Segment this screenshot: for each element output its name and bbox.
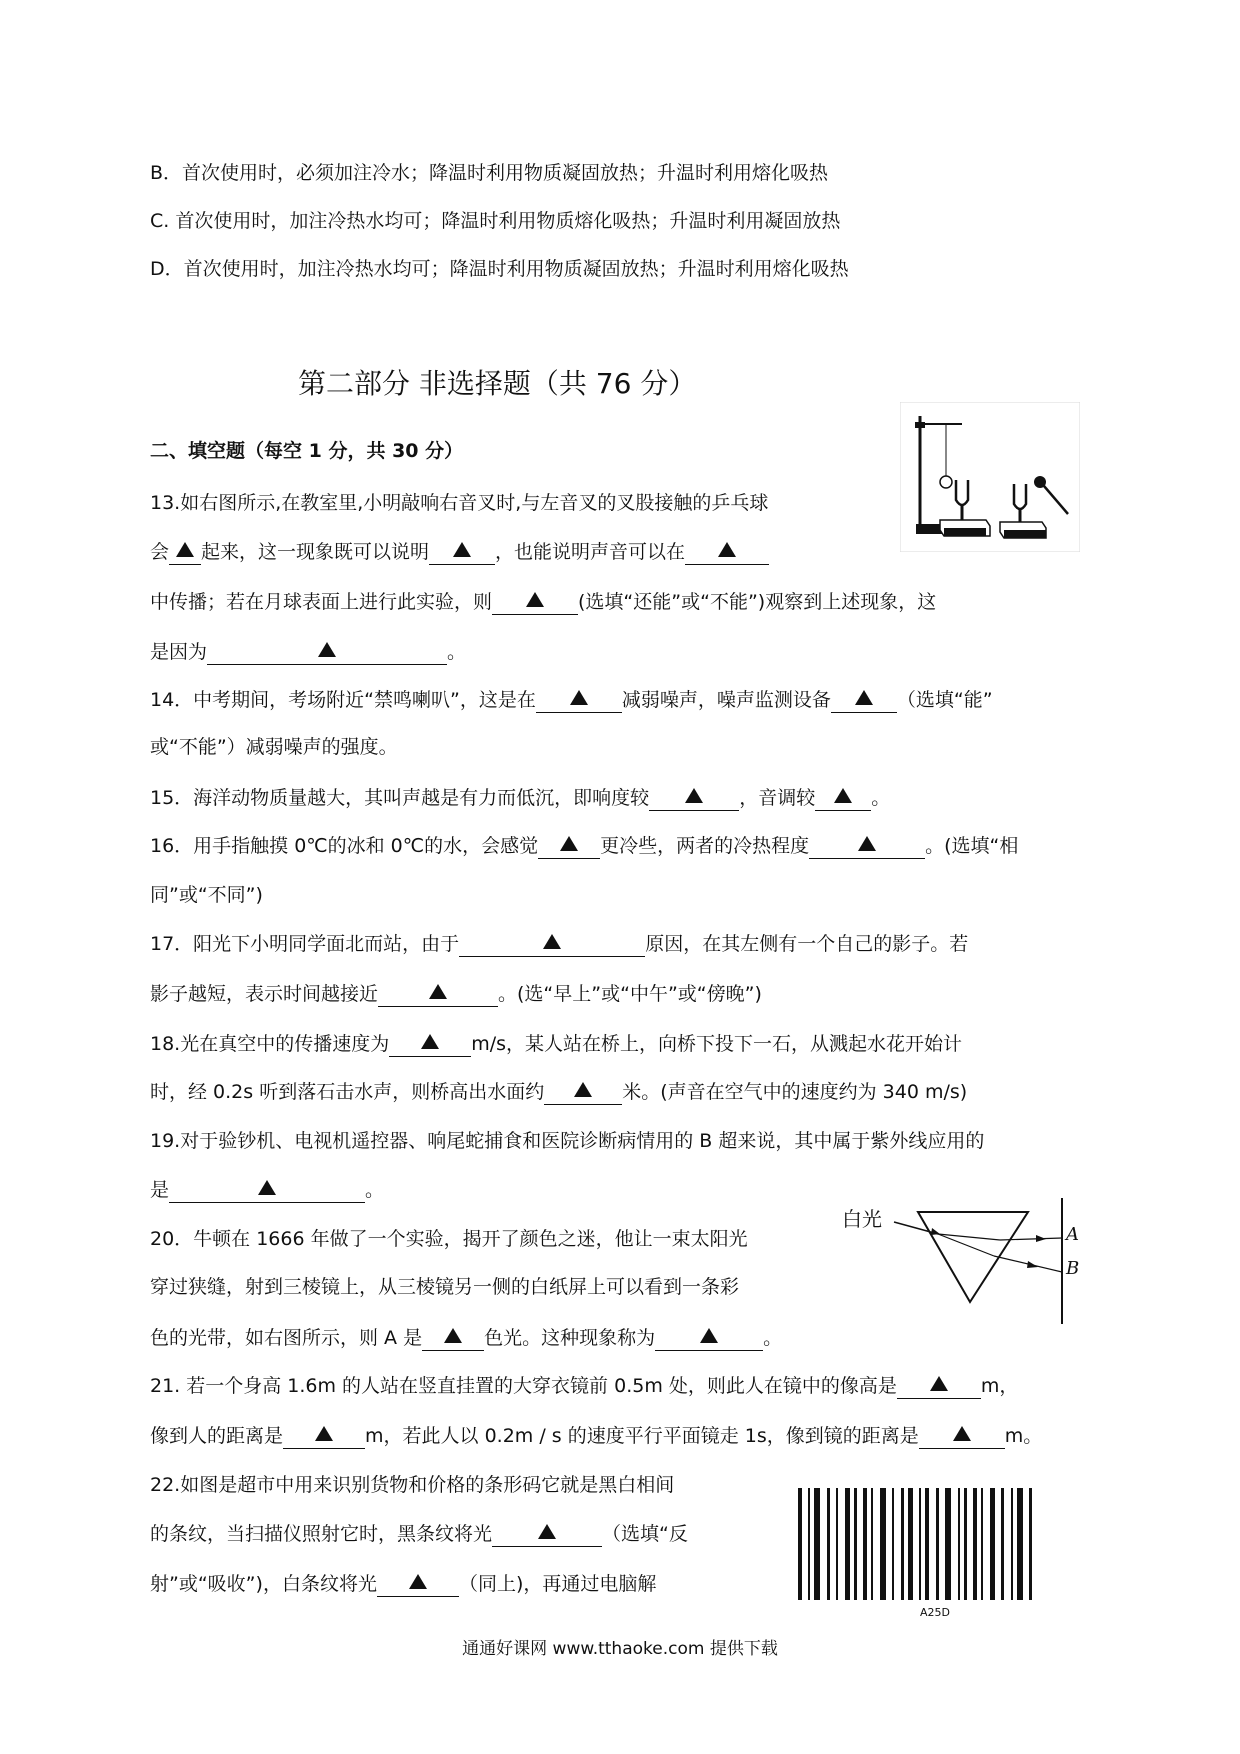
barcode-bar bbox=[945, 1488, 951, 1600]
answer-blank[interactable] bbox=[377, 1570, 459, 1597]
barcode-bar bbox=[798, 1488, 802, 1600]
text: 色的光带，如右图所示，则 A 是 bbox=[150, 1327, 423, 1349]
answer-blank[interactable] bbox=[459, 930, 645, 957]
q13-line3 bbox=[150, 588, 936, 615]
q21-line2 bbox=[150, 1422, 1042, 1449]
stand-clamp bbox=[915, 422, 925, 428]
barcode-bar bbox=[1011, 1488, 1013, 1600]
text: 影子越短，表示时间越接近 bbox=[150, 983, 379, 1005]
q13-line1: 13.如右图所示,在教室里,小明敲响右音叉时,与左音叉的叉股接触的乒乓球 bbox=[150, 492, 769, 514]
triangle-icon bbox=[953, 1426, 971, 1441]
triangle-icon bbox=[570, 690, 588, 705]
q16-line1 bbox=[150, 832, 1018, 859]
answer-blank[interactable] bbox=[429, 538, 495, 565]
q22-line1: 22.如图是超市中用来识别货物和价格的条形码它就是黑白相间 bbox=[150, 1474, 675, 1496]
tuning-fork-figure bbox=[900, 402, 1080, 552]
triangle-icon bbox=[858, 836, 876, 851]
barcode-bar bbox=[936, 1488, 939, 1600]
barcode-bar bbox=[901, 1488, 904, 1600]
q17-line2 bbox=[150, 980, 762, 1007]
answer-blank[interactable] bbox=[536, 686, 622, 713]
barcode-bar bbox=[925, 1488, 929, 1600]
answer-blank[interactable] bbox=[897, 1372, 981, 1399]
triangle-icon bbox=[526, 592, 544, 607]
triangle-icon bbox=[176, 542, 194, 557]
barcode-bar bbox=[981, 1488, 983, 1600]
label-a: A bbox=[1066, 1224, 1079, 1245]
q18-line1 bbox=[150, 1030, 962, 1057]
answer-blank[interactable] bbox=[649, 784, 739, 811]
option-d: D．首次使用时，加注冷热水均可；降温时利用物质凝固放热；升温时利用熔化吸热 bbox=[150, 258, 849, 280]
barcode-bar bbox=[908, 1488, 913, 1600]
answer-blank[interactable] bbox=[831, 686, 897, 713]
ping-pong-ball bbox=[940, 476, 952, 488]
text: 是 bbox=[150, 1179, 170, 1201]
q13-line4 bbox=[150, 638, 466, 665]
barcode-figure bbox=[796, 1488, 1074, 1618]
answer-blank[interactable] bbox=[283, 1422, 365, 1449]
q21-line1 bbox=[150, 1372, 1018, 1399]
barcode-bar bbox=[827, 1488, 830, 1600]
triangle-icon bbox=[421, 1034, 439, 1049]
text: 15．海洋动物质量越大，其叫声越是有力而低沉，即响度较 bbox=[150, 787, 650, 809]
text: 减弱噪声，噪声监测设备 bbox=[621, 689, 831, 711]
barcode-bar bbox=[880, 1488, 886, 1600]
answer-blank[interactable] bbox=[809, 832, 925, 859]
triangle-icon bbox=[444, 1328, 462, 1343]
triangle-icon bbox=[543, 934, 561, 949]
answer-blank[interactable] bbox=[169, 1176, 365, 1203]
answer-blank[interactable] bbox=[655, 1324, 763, 1351]
ray-b-arrow bbox=[1027, 1261, 1038, 1268]
option-c: C. 首次使用时，加注冷热水均可；降温时利用物质熔化吸热；升温时利用凝固放热 bbox=[150, 210, 841, 232]
answer-blank[interactable] bbox=[685, 538, 769, 565]
text: 。 bbox=[763, 1327, 783, 1349]
q13-line2 bbox=[150, 538, 769, 565]
text: 米。(声音在空气中的速度约为 340 m/s) bbox=[622, 1081, 968, 1103]
section-title: 二、填空题（每空 1 分，共 30 分） bbox=[150, 440, 464, 462]
text: 17．阳光下小明同学面北而站，由于 bbox=[150, 933, 460, 955]
text: 。 bbox=[365, 1179, 385, 1201]
triangle-icon bbox=[315, 1426, 333, 1441]
text: 会 bbox=[150, 541, 170, 563]
answer-blank[interactable] bbox=[378, 980, 498, 1007]
text: 。 bbox=[871, 787, 891, 809]
triangle-icon bbox=[855, 690, 873, 705]
emergent-ray-a bbox=[1000, 1238, 1062, 1240]
q14-line2: 或“不能”）减弱噪声的强度。 bbox=[150, 736, 398, 758]
barcode-bars bbox=[798, 1488, 1032, 1600]
answer-blank[interactable] bbox=[389, 1030, 471, 1057]
q15-line1 bbox=[150, 784, 890, 811]
text: 时，经 0.2s 听到落石击水声，则桥高出水面约 bbox=[150, 1081, 545, 1103]
text: 射”或“吸收”)，白条纹将光 bbox=[150, 1573, 377, 1595]
triangle-icon bbox=[718, 542, 736, 557]
triangle-icon bbox=[258, 1180, 276, 1195]
barcode-bar bbox=[892, 1488, 894, 1600]
triangle-icon bbox=[318, 642, 336, 657]
text: m，若此人以 0.2m / s 的速度平行平面镜走 1s，像到镜的距离是 bbox=[365, 1425, 919, 1447]
q19-line2 bbox=[150, 1176, 384, 1203]
right-box-front bbox=[1004, 530, 1046, 538]
text: 。(选填“相 bbox=[925, 835, 1019, 857]
text: 像到人的距离是 bbox=[150, 1425, 284, 1447]
barcode-bar bbox=[808, 1488, 810, 1600]
barcode-bar bbox=[814, 1488, 820, 1600]
footer: 通通好课网 www.tthaoke.com 提供下载 bbox=[462, 1639, 778, 1659]
triangle-icon bbox=[538, 1524, 556, 1539]
q20-line2: 穿过狭缝，射到三棱镜上，从三棱镜另一侧的白纸屏上可以看到一条彩 bbox=[150, 1276, 740, 1298]
text: 。(选“早上”或“中午”或“傍晚”) bbox=[498, 983, 762, 1005]
text: 色光。这种现象称为 bbox=[484, 1327, 656, 1349]
triangle-icon bbox=[429, 984, 447, 999]
text: 18.光在真空中的传播速度为 bbox=[150, 1033, 390, 1055]
text: 16．用手指触摸 0℃的冰和 0℃的水，会感觉 bbox=[150, 835, 539, 857]
prism-figure bbox=[840, 1198, 1090, 1328]
text: 起来，这一现象既可以说明 bbox=[201, 541, 430, 563]
text: 原因，在其左侧有一个自己的影子。若 bbox=[645, 933, 969, 955]
answer-blank[interactable] bbox=[207, 638, 447, 665]
white-light-label: 白光 bbox=[842, 1207, 882, 1231]
text: 更冷些，两者的冷热程度 bbox=[600, 835, 810, 857]
q16-line2: 同”或“不同”) bbox=[150, 884, 263, 906]
text: ，也能说明声音可以在 bbox=[495, 541, 686, 563]
prism bbox=[918, 1212, 1028, 1302]
option-b: B．首次使用时，必须加注冷水；降温时利用物质凝固放热；升温时利用熔化吸热 bbox=[150, 162, 829, 184]
text: （选填“能” bbox=[896, 689, 993, 711]
ray-a-arrow bbox=[1036, 1235, 1046, 1242]
text: （选填“反 bbox=[602, 1523, 688, 1545]
text: m， bbox=[980, 1375, 1019, 1397]
barcode-bar bbox=[845, 1488, 850, 1600]
barcode-bar bbox=[990, 1488, 995, 1600]
label-b: B bbox=[1066, 1258, 1080, 1279]
barcode-bar bbox=[871, 1488, 873, 1600]
refracted-ray-a bbox=[938, 1234, 1000, 1240]
answer-blank[interactable] bbox=[815, 784, 871, 811]
triangle-icon bbox=[453, 542, 471, 557]
answer-blank[interactable] bbox=[538, 832, 600, 859]
triangle-icon bbox=[930, 1376, 948, 1391]
text: (选填“还能”或“不能”)观察到上述现象，这 bbox=[578, 591, 937, 613]
barcode-bar bbox=[1017, 1488, 1023, 1600]
q22-line3 bbox=[150, 1570, 656, 1597]
text: m/s，某人站在桥上，向桥下投下一石，从溅起水花开始计 bbox=[471, 1033, 963, 1055]
text: 是因为 bbox=[150, 641, 208, 663]
barcode-bar bbox=[1001, 1488, 1004, 1600]
barcode-bar bbox=[958, 1488, 960, 1600]
text: 的条纹，当扫描仪照射它时，黑条纹将光 bbox=[150, 1523, 493, 1545]
part-title: 第二部分 非选择题（共 76 分） bbox=[298, 367, 697, 400]
barcode-bar bbox=[973, 1488, 977, 1600]
barcode-bar bbox=[854, 1488, 857, 1600]
answer-blank[interactable] bbox=[422, 1324, 484, 1351]
text: （同上)，再通过电脑解 bbox=[458, 1573, 657, 1595]
barcode-bar bbox=[919, 1488, 921, 1600]
q20-line1: 20．牛顿在 1666 年做了一个实验，揭开了颜色之迷，他让一束太阳光 bbox=[150, 1228, 748, 1250]
barcode-bar bbox=[863, 1488, 867, 1600]
triangle-icon bbox=[574, 1082, 592, 1097]
q17-line1 bbox=[150, 930, 968, 957]
answer-blank[interactable] bbox=[492, 588, 578, 615]
left-box-front bbox=[944, 528, 986, 536]
answer-blank[interactable] bbox=[492, 1520, 602, 1547]
q18-line2 bbox=[150, 1078, 967, 1105]
text: ，音调较 bbox=[739, 787, 816, 809]
answer-blank[interactable] bbox=[544, 1078, 622, 1105]
triangle-icon bbox=[685, 788, 703, 803]
text: 中传播；若在月球表面上进行此实验，则 bbox=[150, 591, 493, 613]
triangle-icon bbox=[700, 1328, 718, 1343]
triangle-icon bbox=[560, 836, 578, 851]
triangle-icon bbox=[409, 1574, 427, 1589]
barcode-bar bbox=[836, 1488, 838, 1600]
triangle-icon bbox=[834, 788, 852, 803]
text: m。 bbox=[1004, 1425, 1043, 1447]
text: 。 bbox=[447, 641, 467, 663]
answer-blank[interactable] bbox=[169, 538, 201, 565]
barcode-label: A25D bbox=[920, 1606, 950, 1618]
text: 14．中考期间，考场附近“禁鸣喇叭”，这是在 bbox=[150, 689, 536, 711]
answer-blank[interactable] bbox=[919, 1422, 1005, 1449]
q20-line3 bbox=[150, 1324, 782, 1351]
q22-line2 bbox=[150, 1520, 688, 1547]
q19-line1: 19.对于验钞机、电视机遥控器、响尾蛇捕食和医院诊断病情用的 B 超来说，其中属于紫外线应用的 bbox=[150, 1130, 985, 1152]
barcode-bar bbox=[964, 1488, 967, 1600]
text: 21. 若一个身高 1.6m 的人站在竖直挂置的大穿衣镜前 0.5m 处，则此人在镜中的像高是 bbox=[150, 1375, 897, 1397]
q14-line1 bbox=[150, 686, 993, 713]
barcode-bar bbox=[1029, 1488, 1032, 1600]
